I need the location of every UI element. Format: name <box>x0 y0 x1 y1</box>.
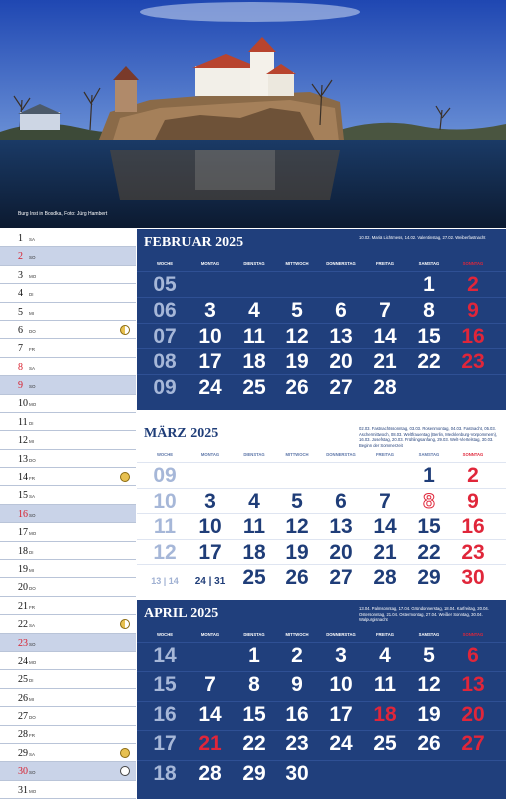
day-number: 7 <box>18 343 23 355</box>
weekday-header: SAMSTAG <box>418 452 440 457</box>
day-number: 6 <box>18 324 23 336</box>
day-number: 5 <box>18 306 23 318</box>
day-weekday: DO <box>29 586 36 592</box>
week-divider <box>137 671 506 672</box>
full-moon-icon <box>120 748 130 758</box>
weekday-header: WOCHE <box>156 452 174 457</box>
weekday-header: DIENSTAG <box>243 261 265 266</box>
day-row <box>0 394 136 412</box>
calendar-day: 15 <box>417 515 441 539</box>
day-row <box>0 339 136 357</box>
calendar-day: 26 <box>285 566 309 590</box>
day-number: 11 <box>18 416 28 428</box>
day-number: 12 <box>18 435 28 447</box>
month-holiday-note: 02.03. Fastnachtssonntag, 03.03. Rosenmontag, 04.03. Fastnacht, 05.03. Aschermittwoch, 08.03. Weltfrauentag (Berlin, Mecklenburg-Vorpommern), 16.03. Josefstag, 20.03. Frühlingsanfang, 29.03. Welt-Viertelstag, 30.03. Beginn der Sommerzeit <box>359 426 498 448</box>
calendar-day: 22 <box>417 350 441 374</box>
day-weekday: DO <box>29 328 36 334</box>
day-number: 17 <box>18 527 28 539</box>
calendar-day: 25 <box>373 732 397 756</box>
calendar-day: 24 <box>329 732 353 756</box>
week-number: 14 <box>153 644 177 667</box>
calendar-day: 28 <box>373 566 397 590</box>
calendar-day: 12 <box>285 515 309 539</box>
calendar-day: 24 | 31 <box>194 576 226 588</box>
day-number: 20 <box>18 582 28 594</box>
calendar-day: 8 <box>423 489 435 513</box>
day-weekday: SA <box>29 623 36 629</box>
calendar-day: 14 <box>373 515 397 539</box>
week-number: 11 <box>153 515 177 539</box>
day-list <box>0 229 136 799</box>
calendar-day: 9 <box>467 489 479 513</box>
calendar-day: 27 <box>329 566 353 590</box>
week-number: 17 <box>153 732 177 756</box>
calendar-day: 14 <box>373 324 397 348</box>
week-number: 12 <box>153 540 177 564</box>
calendar-day: 4 <box>248 489 260 513</box>
day-weekday: MO <box>29 788 37 794</box>
weekday-header: DONNERSTAG <box>326 452 356 457</box>
day-weekday: MI <box>29 696 34 702</box>
calendar-day: 10 <box>198 515 222 539</box>
calendar-day: 5 <box>291 489 303 513</box>
weekday-header: MITTWOCH <box>285 632 309 637</box>
half-moon-icon <box>120 325 130 335</box>
weekday-header: SONNTAG <box>462 261 484 266</box>
day-weekday: DI <box>29 549 34 555</box>
month-panel <box>137 229 506 410</box>
week-number: 08 <box>153 350 177 374</box>
week-divider <box>137 539 506 540</box>
calendar-day: 17 <box>329 702 353 726</box>
day-number: 19 <box>18 563 28 575</box>
month-holiday-note: 13.04. Palmsonntag, 17.04. Gründonnerstag, 18.04. Karfreitag, 20.04. Ostersonntag, 21.04. Ostermontag, 27.04. Weißer Sonntag, 30.04. Walpurgisnacht <box>359 606 489 622</box>
calendar-day: 10 <box>329 673 353 697</box>
calendar-day: 23 <box>285 732 309 756</box>
month-panel <box>137 420 506 600</box>
day-weekday: DI <box>29 678 34 684</box>
month-panel <box>137 600 506 799</box>
weekday-header: SONNTAG <box>462 632 484 637</box>
day-weekday: MI <box>29 567 34 573</box>
calendar-day: 27 <box>329 376 353 400</box>
week-divider <box>137 348 506 349</box>
calendar-day: 3 <box>204 489 216 513</box>
week-number: 09 <box>153 464 177 487</box>
half-moon-icon <box>120 619 130 629</box>
day-weekday: SA <box>29 365 36 371</box>
day-row <box>0 707 136 725</box>
calendar-day: 16 <box>461 324 485 348</box>
day-number: 18 <box>18 545 28 557</box>
day-number: 9 <box>18 380 23 392</box>
weekday-header: WOCHE <box>156 261 174 266</box>
calendar-day: 13 <box>461 673 485 697</box>
day-row <box>0 247 136 265</box>
day-weekday: SA <box>29 237 36 242</box>
weekday-header: DONNERSTAG <box>326 632 356 637</box>
calendar-day: 26 <box>285 376 309 400</box>
day-number: 24 <box>18 655 28 667</box>
week-divider <box>137 701 506 702</box>
day-weekday: SO <box>29 770 36 776</box>
calendar-day: 18 <box>242 350 266 374</box>
lake-castle-photo <box>0 0 506 228</box>
day-weekday: DI <box>29 292 34 298</box>
weekday-header: SAMSTAG <box>418 632 440 637</box>
day-number: 31 <box>18 784 28 796</box>
week-divider <box>137 271 506 272</box>
day-number: 25 <box>18 674 28 686</box>
calendar-day: 29 <box>242 761 266 785</box>
calendar-day: 15 <box>242 702 266 726</box>
calendar-day: 30 <box>461 566 485 590</box>
week-divider <box>137 297 506 298</box>
calendar-day: 1 <box>248 644 260 667</box>
week-number: 05 <box>153 273 177 296</box>
weekday-header: MONTAG <box>200 261 220 266</box>
day-row <box>0 744 136 762</box>
weekday-header: DIENSTAG <box>243 632 265 637</box>
day-row <box>0 523 136 541</box>
calendar-day: 29 <box>417 566 441 590</box>
calendar-day: 8 <box>423 298 435 322</box>
full-moon-icon <box>120 472 130 482</box>
week-divider <box>137 462 506 463</box>
day-row <box>0 229 136 247</box>
day-weekday: MO <box>29 273 37 279</box>
week-divider <box>137 564 506 565</box>
day-row <box>0 689 136 707</box>
day-number: 16 <box>18 508 28 520</box>
calendar-day: 20 <box>329 540 353 564</box>
calendar-day: 12 <box>285 324 309 348</box>
calendar-day: 20 <box>329 350 353 374</box>
weekday-header: MITTWOCH <box>285 261 309 266</box>
day-row <box>0 413 136 431</box>
day-number: 27 <box>18 711 28 723</box>
calendar-day: 7 <box>379 298 391 322</box>
day-number: 22 <box>18 619 28 631</box>
calendar-day: 14 <box>198 702 222 726</box>
day-weekday: SO <box>29 255 36 261</box>
week-number: 06 <box>153 298 177 322</box>
week-number: 10 <box>153 489 177 513</box>
calendar-day: 19 <box>285 540 309 564</box>
calendar-day: 2 <box>467 273 479 296</box>
weekday-header: MONTAG <box>200 452 220 457</box>
day-row <box>0 615 136 633</box>
day-row <box>0 560 136 578</box>
week-number: 13 | 14 <box>151 576 179 587</box>
calendar-day: 16 <box>461 515 485 539</box>
calendar-day: 12 <box>417 673 441 697</box>
week-divider <box>137 374 506 375</box>
week-number: 15 <box>153 673 177 697</box>
day-weekday: FR <box>29 347 35 353</box>
weekday-header: DIENSTAG <box>243 452 265 457</box>
calendar-day: 11 <box>242 324 266 348</box>
day-number: 1 <box>18 233 23 244</box>
week-number: 07 <box>153 324 177 348</box>
calendar-day: 22 <box>417 540 441 564</box>
day-weekday: SO <box>29 384 36 390</box>
calendar-day: 18 <box>373 702 397 726</box>
day-number: 15 <box>18 490 28 502</box>
calendar-day: 21 <box>373 350 397 374</box>
photo-caption: Burg Inst in Bosdka, Foto: Jürg Hambert <box>18 211 108 217</box>
day-weekday: MO <box>29 659 37 665</box>
day-number: 29 <box>18 747 28 759</box>
calendar-day: 9 <box>467 298 479 322</box>
calendar-day: 21 <box>198 732 222 756</box>
calendar-day: 22 <box>242 732 266 756</box>
week-number: 18 <box>153 761 177 785</box>
day-number: 26 <box>18 692 28 704</box>
day-row <box>0 376 136 394</box>
day-number: 4 <box>18 288 23 300</box>
calendar-day: 30 <box>285 761 309 785</box>
calendar-day: 5 <box>291 298 303 322</box>
calendar-day: 13 <box>329 515 353 539</box>
calendar-day: 7 <box>379 489 391 513</box>
calendar-day: 5 <box>423 644 435 667</box>
week-divider <box>137 323 506 324</box>
day-row <box>0 450 136 468</box>
day-row <box>0 321 136 339</box>
day-row <box>0 670 136 688</box>
month-title: FEBRUAR 2025 <box>144 235 244 250</box>
calendar-day: 11 <box>242 515 266 539</box>
calendar-day: 24 <box>198 376 222 400</box>
week-divider <box>137 642 506 643</box>
day-row <box>0 284 136 302</box>
weekday-header: FREITAG <box>375 261 395 266</box>
day-row <box>0 505 136 523</box>
day-number: 21 <box>18 600 28 612</box>
day-row <box>0 486 136 504</box>
day-weekday: FR <box>29 476 35 482</box>
weekday-header: DONNERSTAG <box>326 261 356 266</box>
calendar-day: 1 <box>423 464 435 487</box>
day-number: 13 <box>18 453 28 465</box>
day-row <box>0 762 136 780</box>
weekday-header: MONTAG <box>200 632 220 637</box>
calendar-day: 2 <box>291 644 303 667</box>
day-row <box>0 578 136 596</box>
weekday-header: FREITAG <box>375 452 395 457</box>
calendar-day: 27 <box>461 732 485 756</box>
day-row <box>0 634 136 652</box>
day-weekday: SA <box>29 494 36 500</box>
calendar-day: 26 <box>417 732 441 756</box>
day-row <box>0 303 136 321</box>
calendar-day: 13 <box>329 324 353 348</box>
calendar-day: 21 <box>373 540 397 564</box>
day-row <box>0 468 136 486</box>
day-number: 3 <box>18 269 23 281</box>
calendar-day: 2 <box>467 464 479 487</box>
calendar-day: 17 <box>198 540 222 564</box>
month-title: APRIL 2025 <box>144 606 219 621</box>
week-number: 16 <box>153 702 177 726</box>
week-divider <box>137 760 506 761</box>
calendar-day: 4 <box>248 298 260 322</box>
day-number: 14 <box>18 472 28 484</box>
calendar-day: 10 <box>198 324 222 348</box>
day-weekday: SO <box>29 641 36 647</box>
day-number: 23 <box>18 637 28 649</box>
day-weekday: DO <box>29 457 36 463</box>
day-weekday: SO <box>29 512 36 518</box>
day-row <box>0 781 136 799</box>
day-row <box>0 431 136 449</box>
calendar-day: 25 <box>242 566 266 590</box>
week-divider <box>137 513 506 514</box>
day-weekday: SA <box>29 751 36 757</box>
calendar-day: 7 <box>204 673 216 697</box>
day-row <box>0 725 136 743</box>
weekday-header: MITTWOCH <box>285 452 309 457</box>
calendar-day: 15 <box>417 324 441 348</box>
week-divider <box>137 488 506 489</box>
day-weekday: MI <box>29 439 34 445</box>
day-weekday: MI <box>29 310 34 316</box>
calendar-day: 28 <box>373 376 397 400</box>
weekday-header: SONNTAG <box>462 452 484 457</box>
day-row <box>0 652 136 670</box>
calendar-day: 17 <box>198 350 222 374</box>
new-moon-icon <box>120 766 130 776</box>
calendar-day: 19 <box>417 702 441 726</box>
calendar-day: 1 <box>423 273 435 296</box>
day-number: 8 <box>18 361 23 373</box>
day-number: 28 <box>18 729 28 741</box>
day-row <box>0 266 136 284</box>
calendar-day: 8 <box>248 673 260 697</box>
calendar-day: 6 <box>467 644 479 667</box>
calendar-day: 18 <box>242 540 266 564</box>
day-weekday: FR <box>29 733 35 739</box>
calendar-day: 6 <box>335 298 347 322</box>
weekday-header: WOCHE <box>156 632 174 637</box>
day-weekday: DO <box>29 715 36 721</box>
calendar-day: 11 <box>373 673 397 697</box>
calendar-day: 25 <box>242 376 266 400</box>
weekday-header: SAMSTAG <box>418 261 440 266</box>
calendar-day: 16 <box>285 702 309 726</box>
day-weekday: MO <box>29 531 37 537</box>
day-row <box>0 542 136 560</box>
day-number: 2 <box>18 251 23 263</box>
calendar-day: 9 <box>291 673 303 697</box>
week-number: 09 <box>153 376 177 400</box>
week-divider <box>137 730 506 731</box>
calendar-day: 23 <box>461 350 485 374</box>
day-weekday: MO <box>29 402 37 408</box>
day-weekday: DI <box>29 420 34 426</box>
calendar-day: 4 <box>379 644 391 667</box>
weekday-header: FREITAG <box>375 632 395 637</box>
calendar-day: 3 <box>204 298 216 322</box>
calendar-day: 6 <box>335 489 347 513</box>
day-row <box>0 358 136 376</box>
day-number: 30 <box>18 766 28 778</box>
calendar-day: 19 <box>285 350 309 374</box>
day-row <box>0 597 136 615</box>
calendar-day: 23 <box>461 540 485 564</box>
calendar-day: 3 <box>335 644 347 667</box>
calendar-day: 20 <box>461 702 485 726</box>
month-title: MÄRZ 2025 <box>144 426 219 441</box>
day-weekday: FR <box>29 604 35 610</box>
calendar-day: 28 <box>198 761 222 785</box>
month-holiday-note: 10.02. Mariä Lichtmess, 14.02. Valentinstag, 27.02. Weiberfastnacht <box>359 235 486 240</box>
day-number: 10 <box>18 398 28 410</box>
